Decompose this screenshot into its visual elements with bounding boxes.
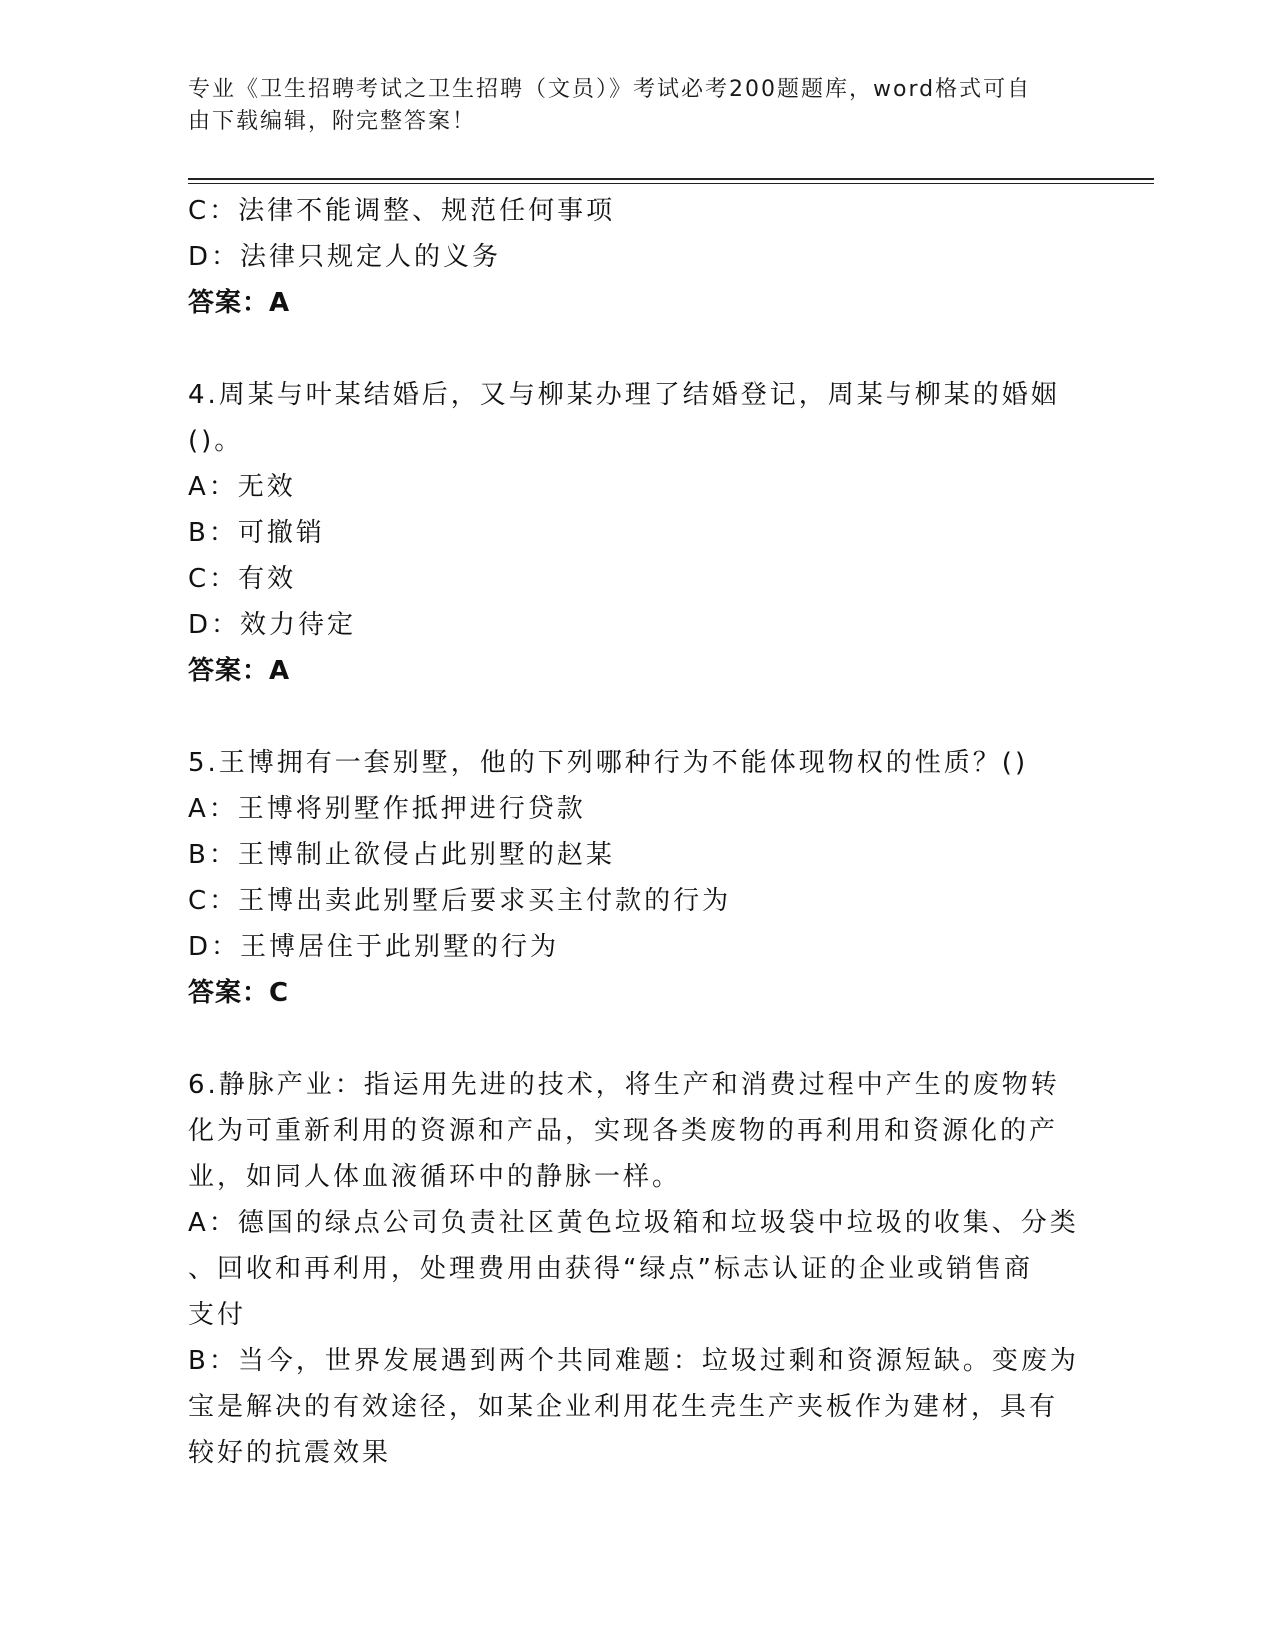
header-title-line-2: 由下载编辑，附完整答案！ <box>188 109 477 134</box>
question-stem: 6.静脉产业：指运用先进的技术，将生产和消费过程中产生的废物转 <box>188 1070 1060 1100</box>
answer-line: 答案：A <box>188 288 291 318</box>
question-stem: ()。 <box>188 426 244 456</box>
question-3-tail <box>188 188 1088 326</box>
question-4 <box>188 372 1088 694</box>
option-a: 、回收和再利用，处理费用由获得“绿点”标志认证的企业或销售商 <box>188 1254 1033 1284</box>
header-divider-thick <box>188 178 1154 180</box>
spacer <box>188 326 1088 372</box>
option-b: B：可撤销 <box>188 518 325 548</box>
option-a: A：德国的绿点公司负责社区黄色垃圾箱和垃圾袋中垃圾的收集、分类 <box>188 1208 1079 1238</box>
option-b: 宝是解决的有效途径，如某企业利用花生壳生产夹板作为建材，具有 <box>188 1392 1059 1422</box>
option-c: C：法律不能调整、规范任何事项 <box>188 196 616 226</box>
question-stem: 5.王博拥有一套别墅，他的下列哪种行为不能体现物权的性质？() <box>188 748 1029 778</box>
option-c: C：王博出卖此别墅后要求买主付款的行为 <box>188 886 732 916</box>
answer-line: 答案：A <box>188 656 291 686</box>
spacer <box>188 694 1088 740</box>
option-d: D：王博居住于此别墅的行为 <box>188 932 560 962</box>
option-c: C：有效 <box>188 564 297 594</box>
question-list <box>188 188 1088 1476</box>
spacer <box>188 1016 1088 1062</box>
answer-line: 答案：C <box>188 978 290 1008</box>
question-stem: 业，如同人体血液循环中的静脉一样。 <box>188 1162 682 1192</box>
header-divider-thin <box>188 183 1154 184</box>
question-5 <box>188 740 1088 1016</box>
page-header <box>188 74 1068 138</box>
option-d: D：法律只规定人的义务 <box>188 242 502 272</box>
option-a: 支付 <box>188 1300 247 1330</box>
question-stem: 4.周某与叶某结婚后，又与柳某办理了结婚登记，周某与柳某的婚姻 <box>188 380 1060 410</box>
option-a: A：王博将别墅作抵押进行贷款 <box>188 794 586 824</box>
question-6 <box>188 1062 1088 1476</box>
option-b: B：当今，世界发展遇到两个共同难题：垃圾过剩和资源短缺。变废为 <box>188 1346 1079 1376</box>
option-b: 较好的抗震效果 <box>188 1438 392 1468</box>
header-title-line-1: 专业《卫生招聘考试之卫生招聘（文员）》考试必考200题题库，word格式可自 <box>188 77 1032 102</box>
option-b: B：王博制止欲侵占此别墅的赵某 <box>188 840 615 870</box>
question-stem: 化为可重新利用的资源和产品，实现各类废物的再利用和资源化的产 <box>188 1116 1059 1146</box>
option-a: A：无效 <box>188 472 296 502</box>
option-d: D：效力待定 <box>188 610 357 640</box>
